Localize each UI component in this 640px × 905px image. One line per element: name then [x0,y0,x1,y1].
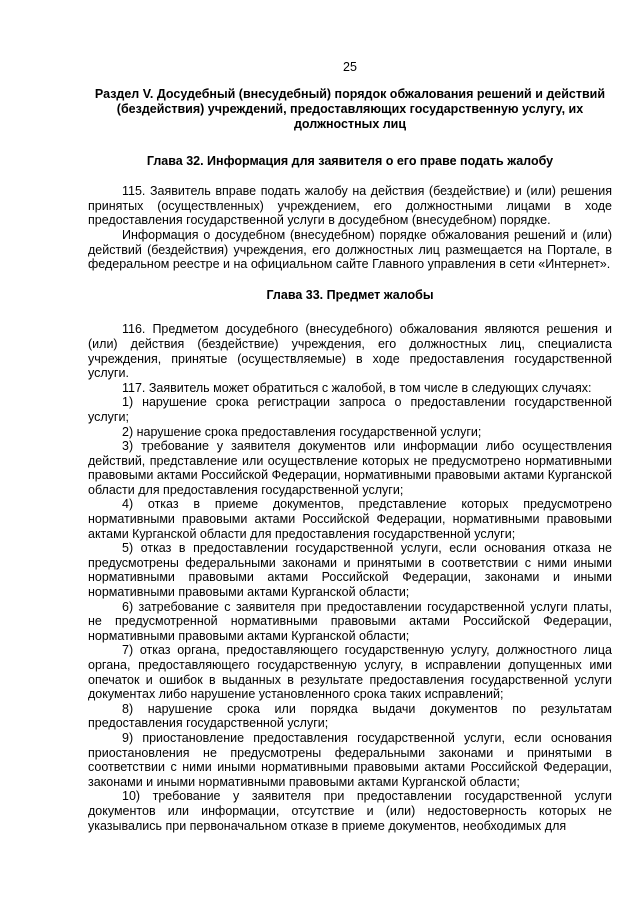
paragraph-115-info: Информация о досудебном (внесудебном) порядке обжалования решений и (или) действий (бездействия) учреждения, его должностных лиц размещается на Портале, в федеральном реестре и на официальном сайте Главного управления в сети «Интернет». [88,227,612,272]
list-item-3: 3) требование у заявителя документов или информации либо осуществления действий, представление или осуществление которых не предусмотрено нормативными правовыми актами Российской Федерации, нормативными правовыми актами Курганской области для предоставления государственной услуги; [88,439,612,497]
paragraph-116: 116. Предметом досудебного (внесудебного) обжалования являются решения и (или) действия (бездействие) учреждения, его должностных лиц, специалиста учреждения, принятые (осуществляемые) в ходе предоставления государственной услуги. [88,322,612,381]
list-item-10: 10) требование у заявителя при предоставлении государственной услуги документов или информации, отсутствие и (или) недостоверность которых не указывались при первоначальном отказе в приеме документов, необходимых для [88,789,612,833]
list-item-1: 1) нарушение срока регистрации запроса о предоставлении государственной услуги; [88,395,612,424]
paragraph-117: 117. Заявитель может обратиться с жалобой, в том числе в следующих случаях: [122,380,592,395]
chapter-32-title: Глава 32. Информация для заявителя о его праве подать жалобу [146,153,554,168]
page-number: 25 [343,60,357,74]
list-item-8: 8) нарушение срока или порядка выдачи документов по результатам предоставления государственной услуги; [88,701,612,731]
list-item-9: 9) приостановление предоставления государственной услуги, если основания приостановления не предусмотрены федеральными законами и принятыми в соответствии с ними иными нормативными правовыми актами Российской Федерации, законами и иными нормативными правовыми актами Курганской области; [88,730,612,789]
paragraph-115: 115. Заявитель вправе подать жалобу на действия (бездействие) и (или) решения принятых (осуществленных) учреждением, его должностными лицами в ходе предоставления государственной услуги в досудебном (внесудебном) порядке. [88,184,612,228]
list-item-7: 7) отказ органа, предоставляющего государственную услугу, должностного лица органа, предоставляющего государственную услугу, в исправлении допущенных ими опечаток и ошибок в выданных в результате предоставления государственной услуги документах либо нарушение установленного срока таких исправлений; [88,643,612,702]
list-item-2: 2) нарушение срока предоставления государственной услуги; [122,424,482,439]
section-title: Раздел V. Досудебный (внесудебный) порядок обжалования решений и действий (бездействия) учреждений, предоставляющих государственную услугу, их должностных лиц [94,86,606,131]
list-item-6: 6) затребование с заявителя при предоставлении государственной услуги платы, не предусмотренной нормативными правовыми актами Российской Федерации, нормативными правовыми актами Курганской области; [88,599,612,643]
list-item-5: 5) отказ в предоставлении государственной услуги, если основания отказа не предусмотрены федеральными законами и принятыми в соответствии с ними иными нормативными правовыми актами Российской Федерации, законами и иными нормативными правовыми актами Курганской области; [88,541,612,600]
list-item-4: 4) отказ в приеме документов, представление которых предусмотрено нормативными правовыми актами Российской Федерации, нормативными правовыми актами Курганской области для предоставления государственной услуги; [88,497,612,541]
chapter-33-title: Глава 33. Предмет жалобы [266,287,434,302]
